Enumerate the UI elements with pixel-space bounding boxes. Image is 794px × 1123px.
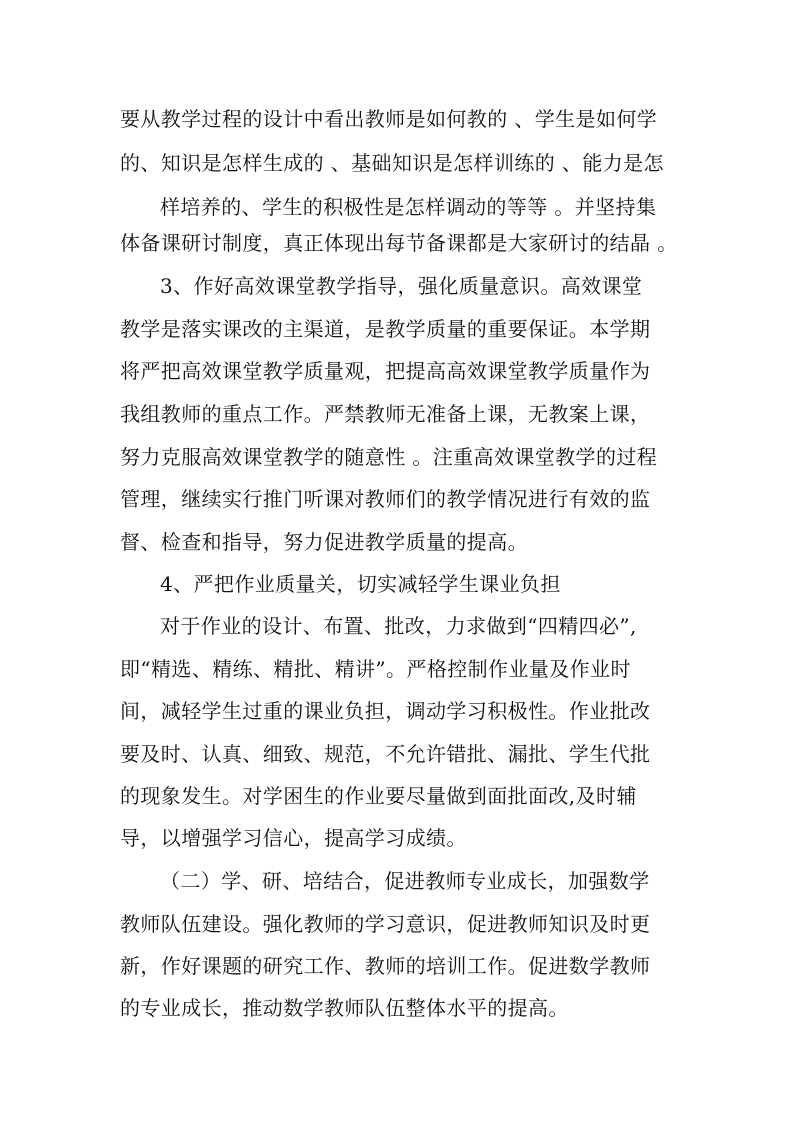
- text-line: 教师队伍建设。强化教师的学习意识，促进教师知识及时更: [120, 912, 651, 936]
- text-line: 努力克服高效课堂教学的随意性 。注重高效课堂教学的过程: [120, 445, 658, 469]
- text-line: 我组教师的重点工作。严禁教师无准备上课，无教案上课，: [120, 402, 651, 426]
- text-line: 对于作业的设计、布置、批改，力求做到“四精四必”,: [160, 614, 637, 638]
- paragraph-heading-4: 4、严把作业质量关，切实减轻学生课业负担: [160, 572, 561, 596]
- text-line: 新，作好课题的研究工作、教师的培训工作。促进数学教师: [120, 954, 651, 978]
- text-line: 教学是落实课改的主渠道，是教学质量的重要保证。本学期: [120, 317, 651, 341]
- section-heading-2: （二）学、研、培结合，促进教师专业成长，加强数学: [160, 869, 650, 893]
- text-line: 的现象发生。对学困生的作业要尽量做到面批面改,及时辅: [120, 784, 637, 808]
- text-line: 要及时、认真、细致、规范，不允许错批、漏批、学生代批: [120, 742, 651, 766]
- text-line: 样培养的、学生的积极性是怎样调动的等等 。并坚持集: [160, 195, 657, 219]
- text-line: 导，以增强学习信心，提高学习成绩。: [120, 826, 467, 850]
- text-line: 管理，继续实行推门听课对教师们的教学情况进行有效的监: [120, 487, 651, 511]
- paragraph-heading-3: 3、作好高效课堂教学指导，强化质量意识。高效课堂: [160, 274, 643, 298]
- text-line: 将严把高效课堂教学质量观，把提高高效课堂教学质量作为: [120, 359, 651, 383]
- text-line: 要从教学过程的设计中看出教师是如何教的 、学生是如何学: [120, 107, 658, 131]
- text-line: 即“精选、精练、精批、精讲”。严格控制作业量及作业时: [120, 657, 631, 681]
- text-line: 的专业成长，推动数学教师队伍整体水平的提高。: [120, 996, 569, 1020]
- text-line: 督、检查和指导，努力促进教学质量的提高。: [120, 530, 528, 554]
- text-line: 体备课研讨制度，真正体现出每节备课都是大家研讨的结晶 。: [120, 231, 678, 255]
- text-line: 的、知识是怎样生成的 、基础知识是怎样训练的 、能力是怎: [120, 151, 664, 175]
- text-line: 间，减轻学生过重的课业负担，调动学习积极性。作业批改: [120, 699, 651, 723]
